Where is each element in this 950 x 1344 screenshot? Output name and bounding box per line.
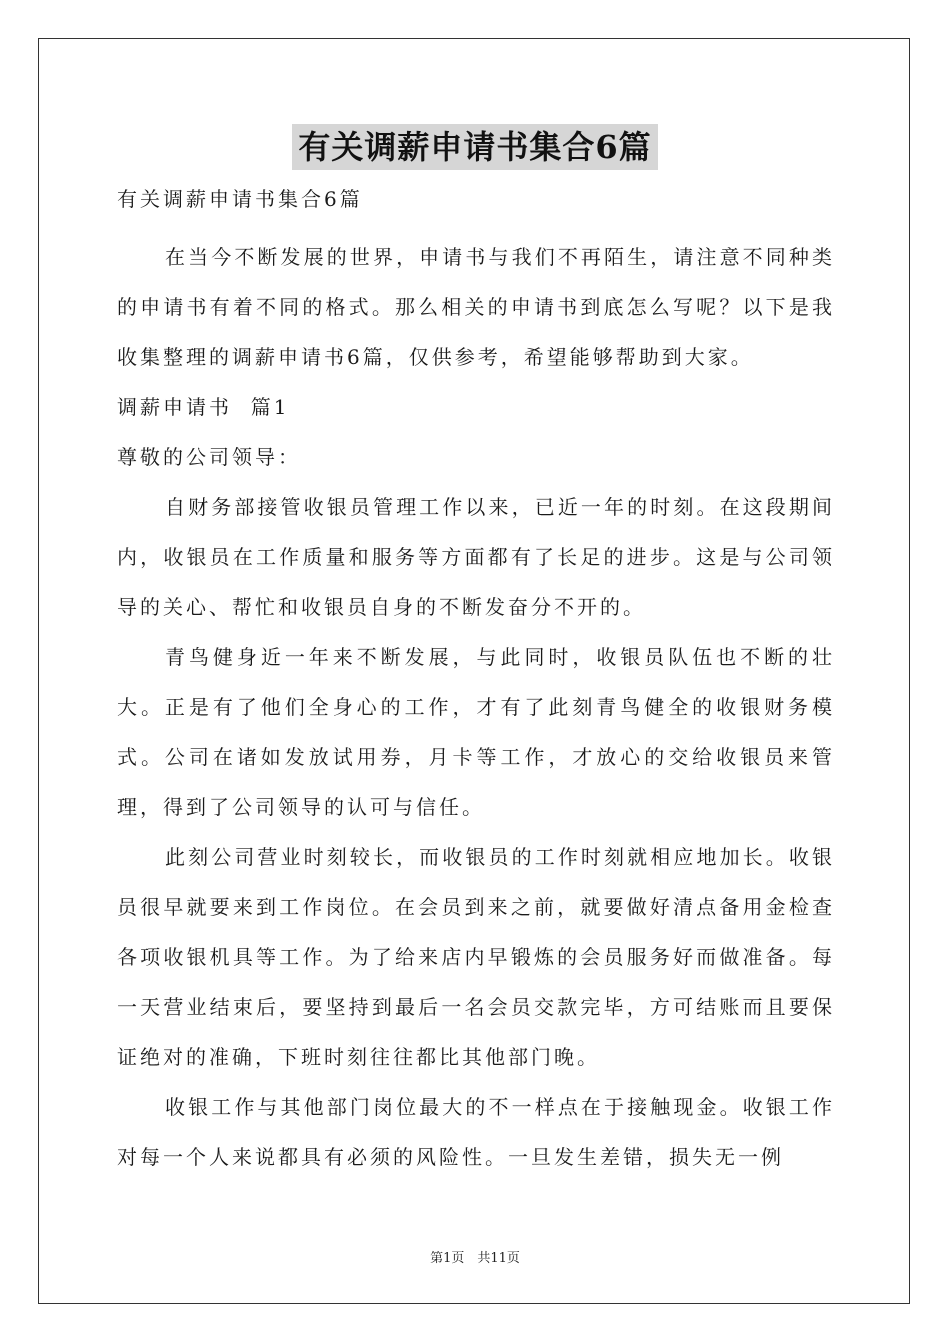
body-paragraph: 收银工作与其他部门岗位最大的不一样点在于接触现金。收银工作对每一个人来说都具有必须的风险性。一旦发生差错，损失无一例	[117, 1095, 835, 1169]
intro-paragraph: 在当今不断发展的世界，申请书与我们不再陌生，请注意不同种类的申请书有着不同的格式。那么相关的申请书到底怎么写呢？以下是我收集整理的调薪申请书6篇，仅供参考，希望能够帮助到大家。	[117, 245, 835, 369]
title-container	[0, 124, 950, 170]
body-paragraph: 青鸟健身近一年来不断发展，与此同时，收银员队伍也不断的壮大。正是有了他们全身心的工作，才有了此刻青鸟健全的收银财务模式。公司在诸如发放试用券，月卡等工作，才放心的交给收银员来管理，得到了公司领导的认可与信任。	[117, 645, 835, 819]
document-title: 有关调薪申请书集合6篇	[292, 124, 657, 170]
salutation: 尊敬的公司领导：	[117, 445, 301, 469]
section-heading: 调薪申请书 篇1	[117, 395, 290, 419]
body-paragraph: 此刻公司营业时刻较长，而收银员的工作时刻就相应地加长。收银员很早就要来到工作岗位。在会员到来之前，就要做好清点备用金检查各项收银机具等工作。为了给来店内早锻炼的会员服务好而做准备。每一天营业结束后，要坚持到最后一名会员交款完毕，方可结账而且要保证绝对的准确，下班时刻往往都比其他部门晚。	[117, 845, 835, 1069]
document-subtitle: 有关调薪申请书集合6篇	[117, 187, 363, 211]
body-paragraph: 自财务部接管收银员管理工作以来，已近一年的时刻。在这段期间内，收银员在工作质量和服务等方面都有了长足的进步。这是与公司领导的关心、帮忙和收银员自身的不断发奋分不开的。	[117, 495, 835, 619]
document-body	[117, 182, 835, 1182]
page-footer: 第1页 共11页	[430, 1251, 520, 1266]
